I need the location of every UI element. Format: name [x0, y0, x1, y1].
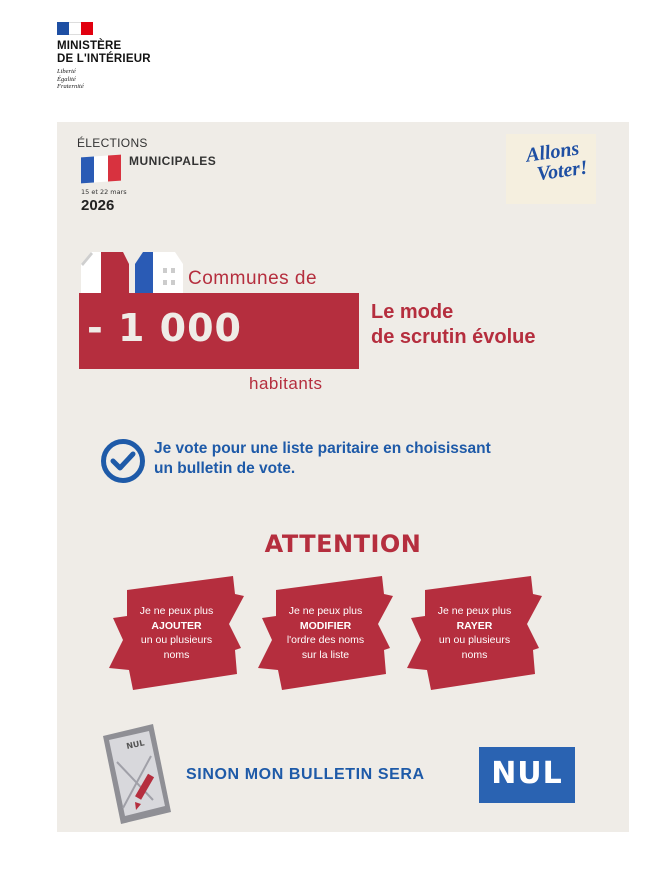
ribbon-rayer: Je ne peux plus RAYER un ou plusieurs noms	[407, 576, 542, 696]
nul-badge	[479, 747, 575, 803]
nul-label: NUL	[491, 756, 563, 791]
checkmark-circle-icon	[100, 438, 146, 484]
elections-label: ÉLECTIONS	[77, 136, 148, 150]
ministry-name: MINISTÈRE DE L'INTÉRIEUR	[57, 40, 151, 65]
vote-instruction: Je vote pour une liste paritaire en choisissant un bulletin de vote.	[154, 440, 491, 477]
allons-voter-badge: Allons Voter!	[506, 134, 596, 204]
flag-icon	[81, 155, 121, 184]
communes-suffix: habitants	[249, 374, 323, 393]
election-dates: 15 et 22 mars	[81, 188, 127, 196]
ministry-header	[57, 22, 151, 91]
ballot-nul-label: NUL	[125, 738, 146, 751]
attention-heading: ATTENTION	[264, 530, 422, 558]
population-threshold: - 1 000	[87, 306, 242, 350]
warning-text: SINON MON BULLETIN SERA	[186, 766, 425, 783]
void-ballot-icon	[101, 722, 173, 826]
elections-logo	[77, 136, 217, 236]
ribbon-ajouter: Je ne peux plus AJOUTER un ou plusieurs noms	[109, 576, 244, 696]
municipales-label: MUNICIPALES	[129, 154, 217, 168]
election-year: 2026	[81, 197, 115, 214]
marianne-logo	[57, 22, 93, 35]
ribbon-modifier: Je ne peux plus MODIFIER l'ordre des noms sur la liste	[258, 576, 393, 696]
communes-prefix: Communes de	[188, 268, 318, 289]
mode-headline: Le mode de scrutin évolue	[371, 301, 536, 348]
motto: Liberté Égalité Fraternité	[57, 68, 84, 90]
poster	[57, 122, 629, 832]
